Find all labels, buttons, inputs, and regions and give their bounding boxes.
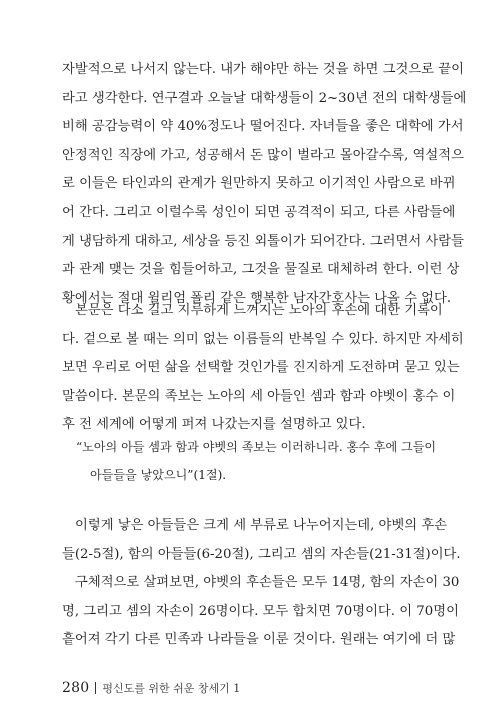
- scripture-quote: [76, 433, 437, 489]
- paragraph-line: 안정적인 직장에 가고, 성공해서 돈 많이 벌라고 몰아갈수록, 역설적으: [62, 147, 464, 163]
- footer-divider: [95, 682, 96, 694]
- paragraph-1: [62, 56, 467, 313]
- paragraph-line: 후 전 세계에 어떻게 퍼져 나갔는지를 설명하고 있다.: [62, 417, 366, 433]
- paragraph-line: 게 냉담하게 대하고, 세상을 등진 외톨이가 되어간다. 그러면서 사람들: [62, 233, 464, 249]
- paragraph-line: 다. 겉으로 볼 때는 의미 없는 이름들의 반복일 수 있다. 하지만 자세히: [62, 331, 464, 347]
- paragraph-line: 라고 생각한다. 연구결과 오늘날 대학생들이 2~30년 전의 대학생들에: [62, 90, 467, 106]
- paragraph-line: 들(2-5절), 함의 아들들(6-20절), 그리고 셈의 자손들(21-31절)이다.: [62, 546, 461, 562]
- page-footer: [62, 680, 240, 696]
- paragraph-line: 자발적으로 나서지 않는다. 내가 해야만 하는 것을 하면 그것으로 끝이: [62, 62, 464, 77]
- page-number: 280: [62, 680, 90, 696]
- quote-line: 아들들을 낳았으니”(1절).: [90, 468, 227, 482]
- paragraph-2: [62, 297, 464, 440]
- paragraph-line: 본문은 다소 길고 지루하게 느껴지는 노아의 후손에 대한 기록이: [75, 303, 443, 318]
- paragraph-line: 비해 공감능력이 약 40%정도나 떨어진다. 자녀들을 좋은 대학에 가서: [62, 119, 464, 135]
- paragraph-line: 구체적으로 살펴보면, 야벳의 후손들은 모두 14명, 함의 자손이 30: [75, 575, 460, 590]
- book-title: 평신도를 위한 쉬운 창세기 1: [102, 682, 241, 695]
- paragraph-4: [62, 569, 460, 655]
- paragraph-line: 보면 우리로 어떤 삶을 선택할 것인가를 진지하게 도전하며 묻고 있는: [62, 360, 460, 376]
- quote-line: “노아의 아들 셈과 함과 야벳의 족보는 이러하니라. 홍수 후에 그들이: [76, 440, 437, 454]
- paragraph-line: 어 간다. 그리고 이럴수록 성인이 되면 공격적이 되고, 다른 사람들에: [62, 204, 456, 220]
- paragraph-line: 로 이들은 타인과의 관계가 원만하지 못하고 이기적인 사람으로 바뀌: [62, 176, 456, 192]
- paragraph-line: 황에서는 절대 윌리엄 폴리 같은 행복한 남자간호사는 나올 수 없다.: [62, 290, 452, 306]
- paragraph-line: 이렇게 낳은 아들들은 크게 세 부류로 나누어지는데, 야벳의 후손: [75, 518, 448, 533]
- paragraph-line: 과 관계 맺는 것을 힘들어하고, 그것을 물질로 대체하려 한다. 이런 상: [62, 262, 460, 278]
- paragraph-line: 흩어져 각기 다른 민족과 나라들을 이룬 것이다. 원래는 여기에 더 많: [62, 632, 456, 648]
- paragraph-line: 명, 그리고 셈의 자손이 26명이다. 모두 합치면 70명이다. 이 70명이: [62, 603, 459, 619]
- paragraph-line: 말씀이다. 본문의 족보는 노아의 세 아들인 셈과 함과 야벳이 홍수 이: [62, 388, 456, 404]
- paragraph-3: [62, 512, 461, 569]
